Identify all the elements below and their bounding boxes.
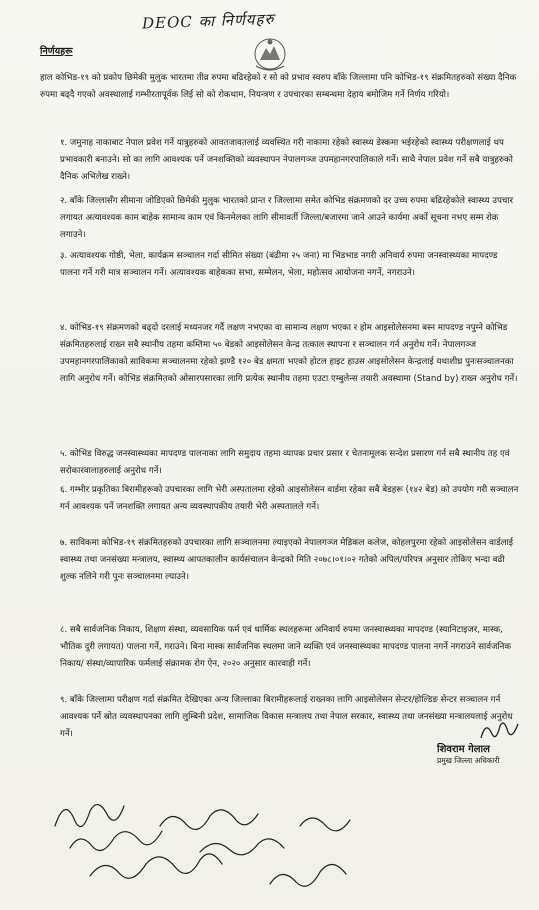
decision-item-7: ७. साविकमा कोभिड-१९ संक्रमितहरुको उपचारका लागि सञ्चालनमा ल्याइएको नेपालगञ्ज मेडिकल कलेज, कोहलपुरमा रहेको आइसोलेसन वार्डलाई स्वास्थ्य तथा जनसंख्या मन्त्रालय, स्वास्थ्य आपतकालीन कार्यसंचालन केन्द्रको मिति २०७८।०१।०२ गतेको अपिल/परिपत्र अनुसार तोकिए भन्दा बढी शुल्क नलिने गरी पुनः सञ्चालनमा ल्याउने। bbox=[60, 538, 514, 582]
decisions-heading: निर्णयहरू bbox=[40, 46, 73, 57]
handwritten-header: DEOC का निर्णयहरु bbox=[141, 9, 275, 33]
decision-item-8: ८. सबै सार्वजनिक निकाय, शिक्षण संस्था, व्यवसायिक फर्म एवं धार्मिक स्थलहरूमा अनिवार्य रुपमा जनस्वास्थ्यका मापदण्ड (स्यानिटाइजर, मास्क, भौतिक दुरी लगायत) पालना गर्ने, गराउने। बिना मास्क सार्वजनिक स्थलमा जाने व्यक्ति एवं जनस्वास्थ्यका मापदण्ड पालना नगर्ने नगराउने सार्वजनिक निकाय/ संस्था/व्यापारिक फर्मलाई संक्रामक रोग ऐन, २०२० अनुसार कारवाही गर्ने। bbox=[60, 625, 512, 669]
signatory-name: शिवराम गेलाल bbox=[437, 744, 490, 755]
decision-item-5: ५. कोभिड विरुद्ध जनस्वास्थ्यका मापदण्ड पालनाका लागि समुदाय तहमा व्यापक प्रचार प्रसार र चेतनामूलक सन्देश प्रसारण गर्न सबै स्थानीय तह एवं सरोकारवालाहरुलाई अनुरोध गर्ने। bbox=[60, 449, 510, 476]
decision-item-3: ३. अत्यावश्यक गोष्ठी, भेला, कार्यक्रम सञ्चालन गर्दा सीमित संख्या (बढीमा २५ जना) मा भिडभाड नगरी अनिवार्य रुपमा जनस्वास्थ्यका मापदण्ड पालना गर्ने गरी मात्र सञ्चालन गर्ने। अत्यावश्यक बाहेकका सभा, सम्मेलन, भेला, महोत्सव आयोजना नगर्ने, नगराउने। bbox=[60, 251, 498, 278]
decision-item-2: २. बाँके जिल्लासँग सीमाना जोडिएको छिमेकी मुलुक भारतको प्रान्त र जिल्लामा समेत कोभिड संक्रमणको दर उच्च रुपमा बढिरहेकोले स्वास्थ्य उपचार लगायत अत्यावश्यक काम बाहेक सामान्य काम एवं किनमेलका लागि सीमावर्ती जिल्ला/बजारमा जाने आउने कार्यमा अर्को सूचना नभए सम्म रोक लगाउने। bbox=[60, 196, 514, 240]
decision-item-4: ४. कोभिड-१९ संक्रमणको बढ्दो दरलाई मध्यनजर गर्दै लक्षण नभएका वा सामान्य लक्षण भएका र होम आइसोलेसनमा बस्न मापदण्ड नपुग्ने कोभिड संक्रमितहरुलाई राख्न सबै स्थानीय तहमा कम्तिमा ५० बेडको आइसोलेसन केन्द्र तत्काल स्थापना र सञ्चालन गर्न अनुरोध गर्ने। नेपालगञ्ज उपमहानगरपालिकाको साविकमा सञ्चालनमा रहेको झण्डै १२० बेड क्षमता भएको होटल हाइट हाउस आइसोलेसन केन्द्रलाई यथाशीघ्र पुनःसञ्चालनका लागि अनुरोध गर्ने। कोभिड संक्रमितको ओसारपसारका लागि प्रत्येक स्थानीय तहमा एउटा एम्बुलेन्स तयारी अवस्थामा (Stand by) राख्न अनुरोध गर्ने। bbox=[60, 323, 518, 384]
decision-item-9: ९. बाँके जिल्लामा परीक्षण गर्दा संक्रमित देखिएका अन्य जिल्लाका बिरामीहरूलाई राख्नका लागि आइसोलेसन सेन्टर/होल्डिङ सेन्टर सञ्चालन गर्न आवश्यक पर्ने स्रोत व्यवस्थापनका लागि लुम्बिनी प्रदेश, सामाजिक विकास मन्त्रालय तथा नेपाल सरकार, स्वास्थ्य तथा जनसंख्या मन्त्रालयलाई अनुरोध गर्ने। bbox=[60, 695, 513, 739]
signatory-title: प्रमुख जिल्ला अधिकारी bbox=[437, 756, 500, 765]
handwritten-notes bbox=[50, 786, 370, 901]
decision-item-1: १. जमुनाह नाकाबाट नेपाल प्रवेश गर्ने यात्रुहरुको आवतजावतलाई व्यवस्थित गरी नाकामा रहेको स्वास्थ्य डेस्कमा भईरहेको स्वास्थ्य परीक्षणलाई थप प्रभावकारी बनाउने। सो का लागि आवश्यक पर्ने जनशक्तिको व्यवस्थापन नेपालगञ्ज उपमहानगरपालिकाले गर्ने। साथै नेपाल प्रवेश गर्ने सबै यात्रुहरुको दैनिक अभिलेख राख्ने। bbox=[60, 138, 513, 182]
intro-paragraph: हाल कोभिड-१९ को प्रकोप छिमेकी मुलुक भारतमा तीव्र रुपमा बढिरहेको र सो को प्रभाव स्वरुप बाँके जिल्लामा पनि कोभिड-१९ संक्रमितहरुको संख्या दैनिक रुपमा बढ्दै गएको अवस्थालाई गम्भीरतापूर्वक लिई सो को रोकथाम, नियन्त्रण र उपचारका सम्बन्धमा देहाय बमोजिम गर्ने निर्णय गरियो। bbox=[40, 73, 517, 100]
decision-item-6: ६. गम्भीर प्रकृतिका बिरामीहरूको उपचारका लागि भेरी अस्पतालमा रहेको आइसोलेसन वार्डमा रहेका सबै बेडहरू (१४२ बेड) को उपयोग गरी सञ्चालन गर्न आवश्यक पर्ने जनशक्ति लगायत अन्य व्यवस्थापकीय तयारी भेरी अस्पतालले गर्ने। bbox=[60, 485, 519, 512]
